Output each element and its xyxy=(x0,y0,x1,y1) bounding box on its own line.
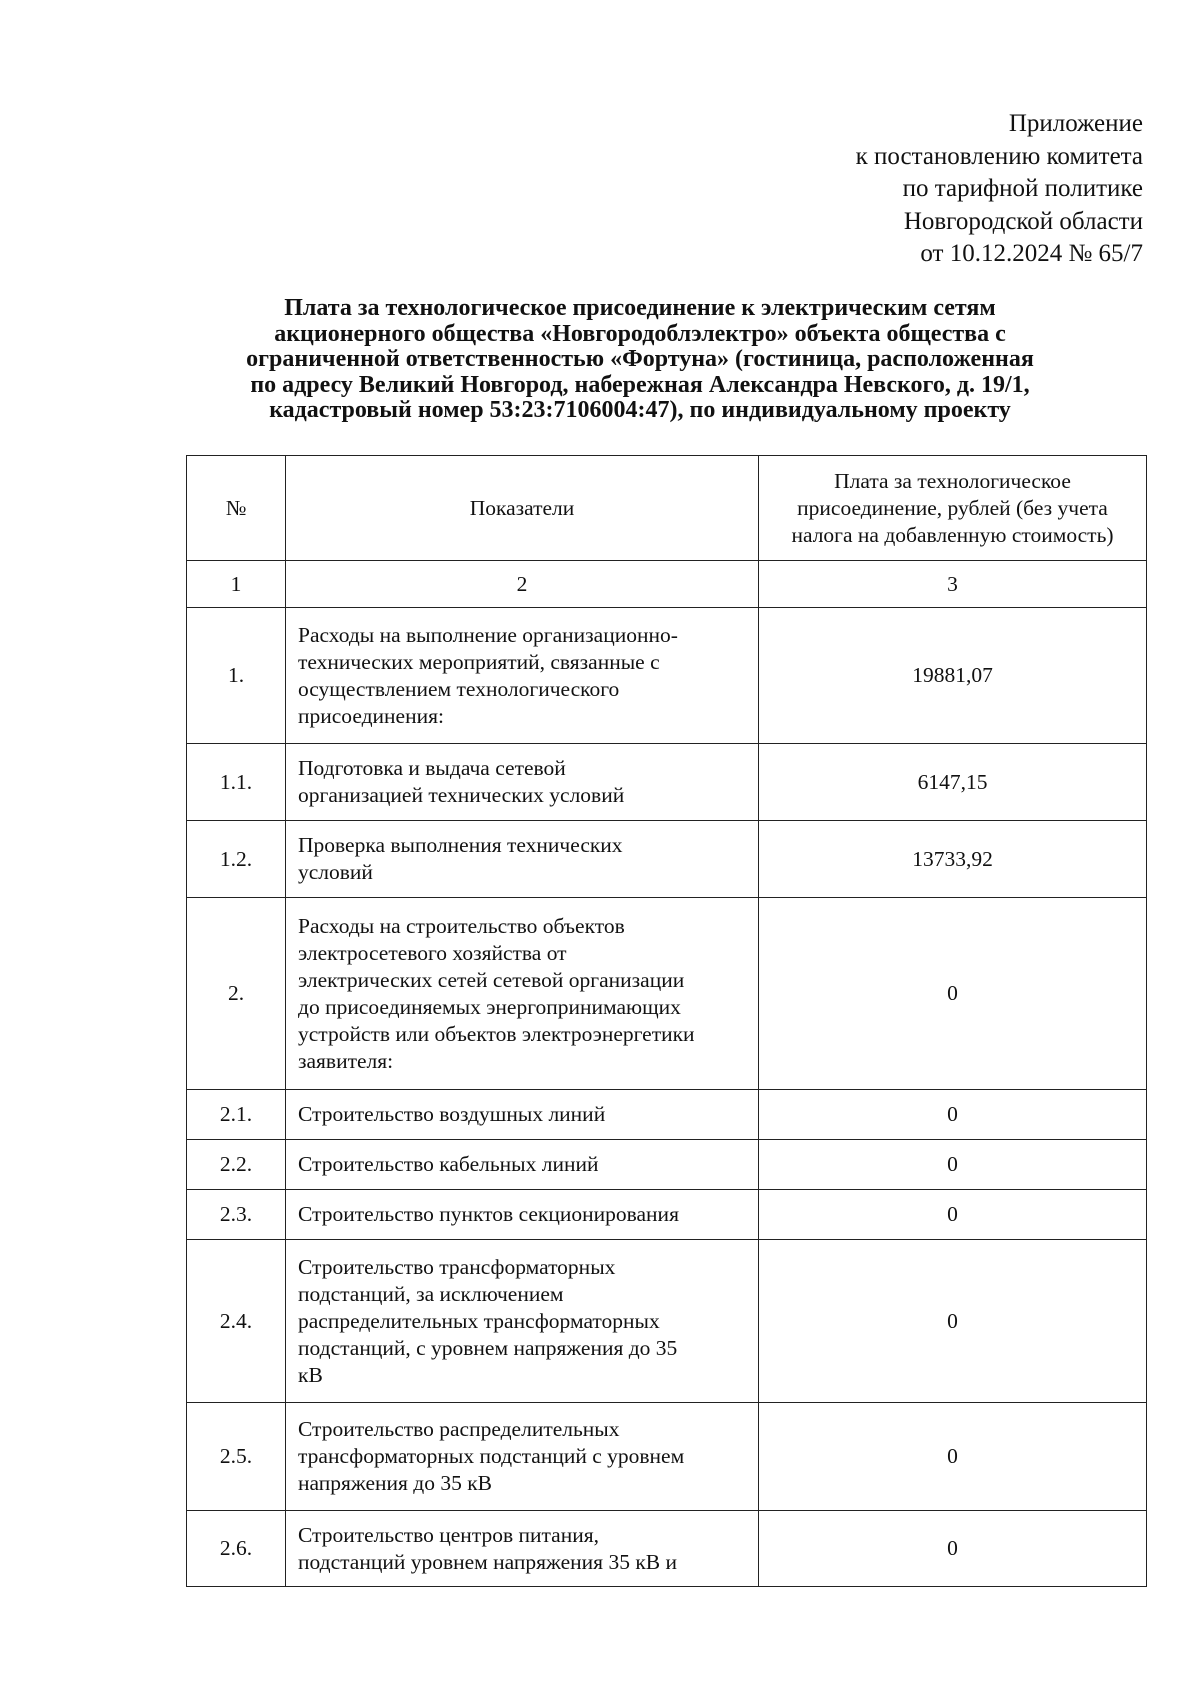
indicator-line: Строительство трансформаторных xyxy=(298,1254,616,1279)
indicator-line: Расходы на выполнение организационно- xyxy=(298,622,678,647)
row-indicator-cell xyxy=(286,821,759,898)
row-indicator-cell xyxy=(286,1511,759,1587)
table-row xyxy=(187,744,1147,821)
indicator-line: подстанций уровнем напряжения 35 кВ и xyxy=(298,1549,677,1574)
indicator-line: присоединения: xyxy=(298,703,444,728)
row-indicator-cell xyxy=(286,1140,759,1190)
indicator-line: Проверка выполнения технических xyxy=(298,833,623,857)
table-row xyxy=(187,1511,1147,1587)
row-value-cell: 0 xyxy=(759,1090,1147,1140)
header-fee-line: Плата за технологическое xyxy=(834,468,1071,493)
header-indicators-cell: Показатели xyxy=(286,456,759,561)
title-line: ограниченной ответственностью «Фортуна» (гостиница, расположенная xyxy=(246,346,1034,372)
header-number-cell: № xyxy=(187,456,286,561)
row-number-cell: 2.5. xyxy=(187,1403,286,1511)
table-row xyxy=(187,1240,1147,1403)
row-number-cell: 2.2. xyxy=(187,1140,286,1190)
indicator-line: электросетевого хозяйства от xyxy=(298,940,567,965)
row-value-cell: 0 xyxy=(759,898,1147,1090)
title-line: Плата за технологическое присоединение к электрическим сетям xyxy=(284,295,996,321)
indicator-line: электрических сетей сетевой организации xyxy=(298,967,685,992)
indicator-line: Строительство центров питания, xyxy=(298,1522,599,1547)
row-indicator-cell xyxy=(286,608,759,744)
table-row xyxy=(187,608,1147,744)
indicator-line: условий xyxy=(298,860,373,884)
table-row xyxy=(187,1190,1147,1240)
indicator-line: технических мероприятий, связанные с xyxy=(298,649,660,674)
row-indicator-cell xyxy=(286,898,759,1090)
column-number-cell: 1 xyxy=(187,561,286,608)
indicator-line: заявителя: xyxy=(298,1048,394,1073)
row-indicator-cell xyxy=(286,1403,759,1511)
indicator-line: подстанций, за исключением xyxy=(298,1281,564,1306)
indicator-line: Подготовка и выдача сетевой xyxy=(298,756,566,780)
table-row xyxy=(187,821,1147,898)
table-row xyxy=(187,1090,1147,1140)
column-number-cell: 3 xyxy=(759,561,1147,608)
row-value-cell: 19881,07 xyxy=(759,608,1147,744)
row-number-cell: 1.1. xyxy=(187,744,286,821)
header-fee-line: налога на добавленную стоимость) xyxy=(791,522,1114,547)
table-row xyxy=(187,1140,1147,1190)
document-title xyxy=(160,296,1120,424)
row-value-cell: 0 xyxy=(759,1240,1147,1403)
indicator-line: Строительство кабельных линий xyxy=(298,1152,599,1176)
appendix-line: Новгородской области xyxy=(903,207,1143,235)
row-value-cell: 0 xyxy=(759,1140,1147,1190)
title-line: кадастровый номер 53:23:7106004:47), по индивидуальному проекту xyxy=(269,397,1011,423)
table-header-row xyxy=(187,456,1147,561)
indicator-line: подстанций, с уровнем напряжения до 35 xyxy=(298,1335,678,1360)
column-number-cell: 2 xyxy=(286,561,759,608)
row-value-cell: 0 xyxy=(759,1403,1147,1511)
row-indicator-cell xyxy=(286,1090,759,1140)
table-row xyxy=(187,1403,1147,1511)
row-value-cell: 0 xyxy=(759,1511,1147,1587)
row-value-cell: 13733,92 xyxy=(759,821,1147,898)
row-value-cell: 0 xyxy=(759,1190,1147,1240)
appendix-line: по тарифной политике xyxy=(902,175,1143,202)
indicator-line: Расходы на строительство объектов xyxy=(298,913,625,938)
appendix-line: от 10.12.2024 № 65/7 xyxy=(920,240,1143,267)
row-number-cell: 2.3. xyxy=(187,1190,286,1240)
indicator-line: до присоединяемых энергопринимающих xyxy=(298,994,681,1019)
title-line: акционерного общества «Новгородоблэлектро» объекта общества с xyxy=(274,320,1006,347)
row-indicator-cell xyxy=(286,1190,759,1240)
indicator-line: устройств или объектов электроэнергетики xyxy=(298,1021,695,1046)
column-number-row xyxy=(187,561,1147,608)
appendix-line: Приложение xyxy=(1008,110,1143,137)
row-number-cell: 2.6. xyxy=(187,1511,286,1587)
row-number-cell: 1.2. xyxy=(187,821,286,898)
table-row xyxy=(187,898,1147,1090)
indicator-line: распределительных трансформаторных xyxy=(298,1308,660,1333)
indicator-line: Строительство пунктов секционирования xyxy=(298,1202,679,1226)
indicator-line: осуществлением технологического xyxy=(298,676,620,701)
indicator-line: Строительство воздушных линий xyxy=(298,1102,606,1126)
row-number-cell: 2.4. xyxy=(187,1240,286,1403)
fee-table xyxy=(186,455,1147,1587)
indicator-line: кВ xyxy=(298,1362,323,1387)
header-fee-cell xyxy=(759,456,1147,561)
row-indicator-cell xyxy=(286,1240,759,1403)
indicator-line: Строительство распределительных xyxy=(298,1417,620,1441)
indicator-line: напряжения до 35 кВ xyxy=(298,1471,493,1495)
indicator-line: организацией технических условий xyxy=(298,783,625,807)
row-number-cell: 2. xyxy=(187,898,286,1090)
appendix-line: к постановлению комитета xyxy=(855,142,1143,170)
appendix-block xyxy=(856,108,1143,271)
indicator-line: трансформаторных подстанций с уровнем xyxy=(298,1444,685,1468)
row-value-cell: 6147,15 xyxy=(759,744,1147,821)
row-indicator-cell xyxy=(286,744,759,821)
title-line: по адресу Великий Новгород, набережная Александра Невского, д. 19/1, xyxy=(250,371,1030,398)
header-fee-line: присоединение, рублей (без учета xyxy=(797,495,1108,520)
row-number-cell: 2.1. xyxy=(187,1090,286,1140)
row-number-cell: 1. xyxy=(187,608,286,744)
